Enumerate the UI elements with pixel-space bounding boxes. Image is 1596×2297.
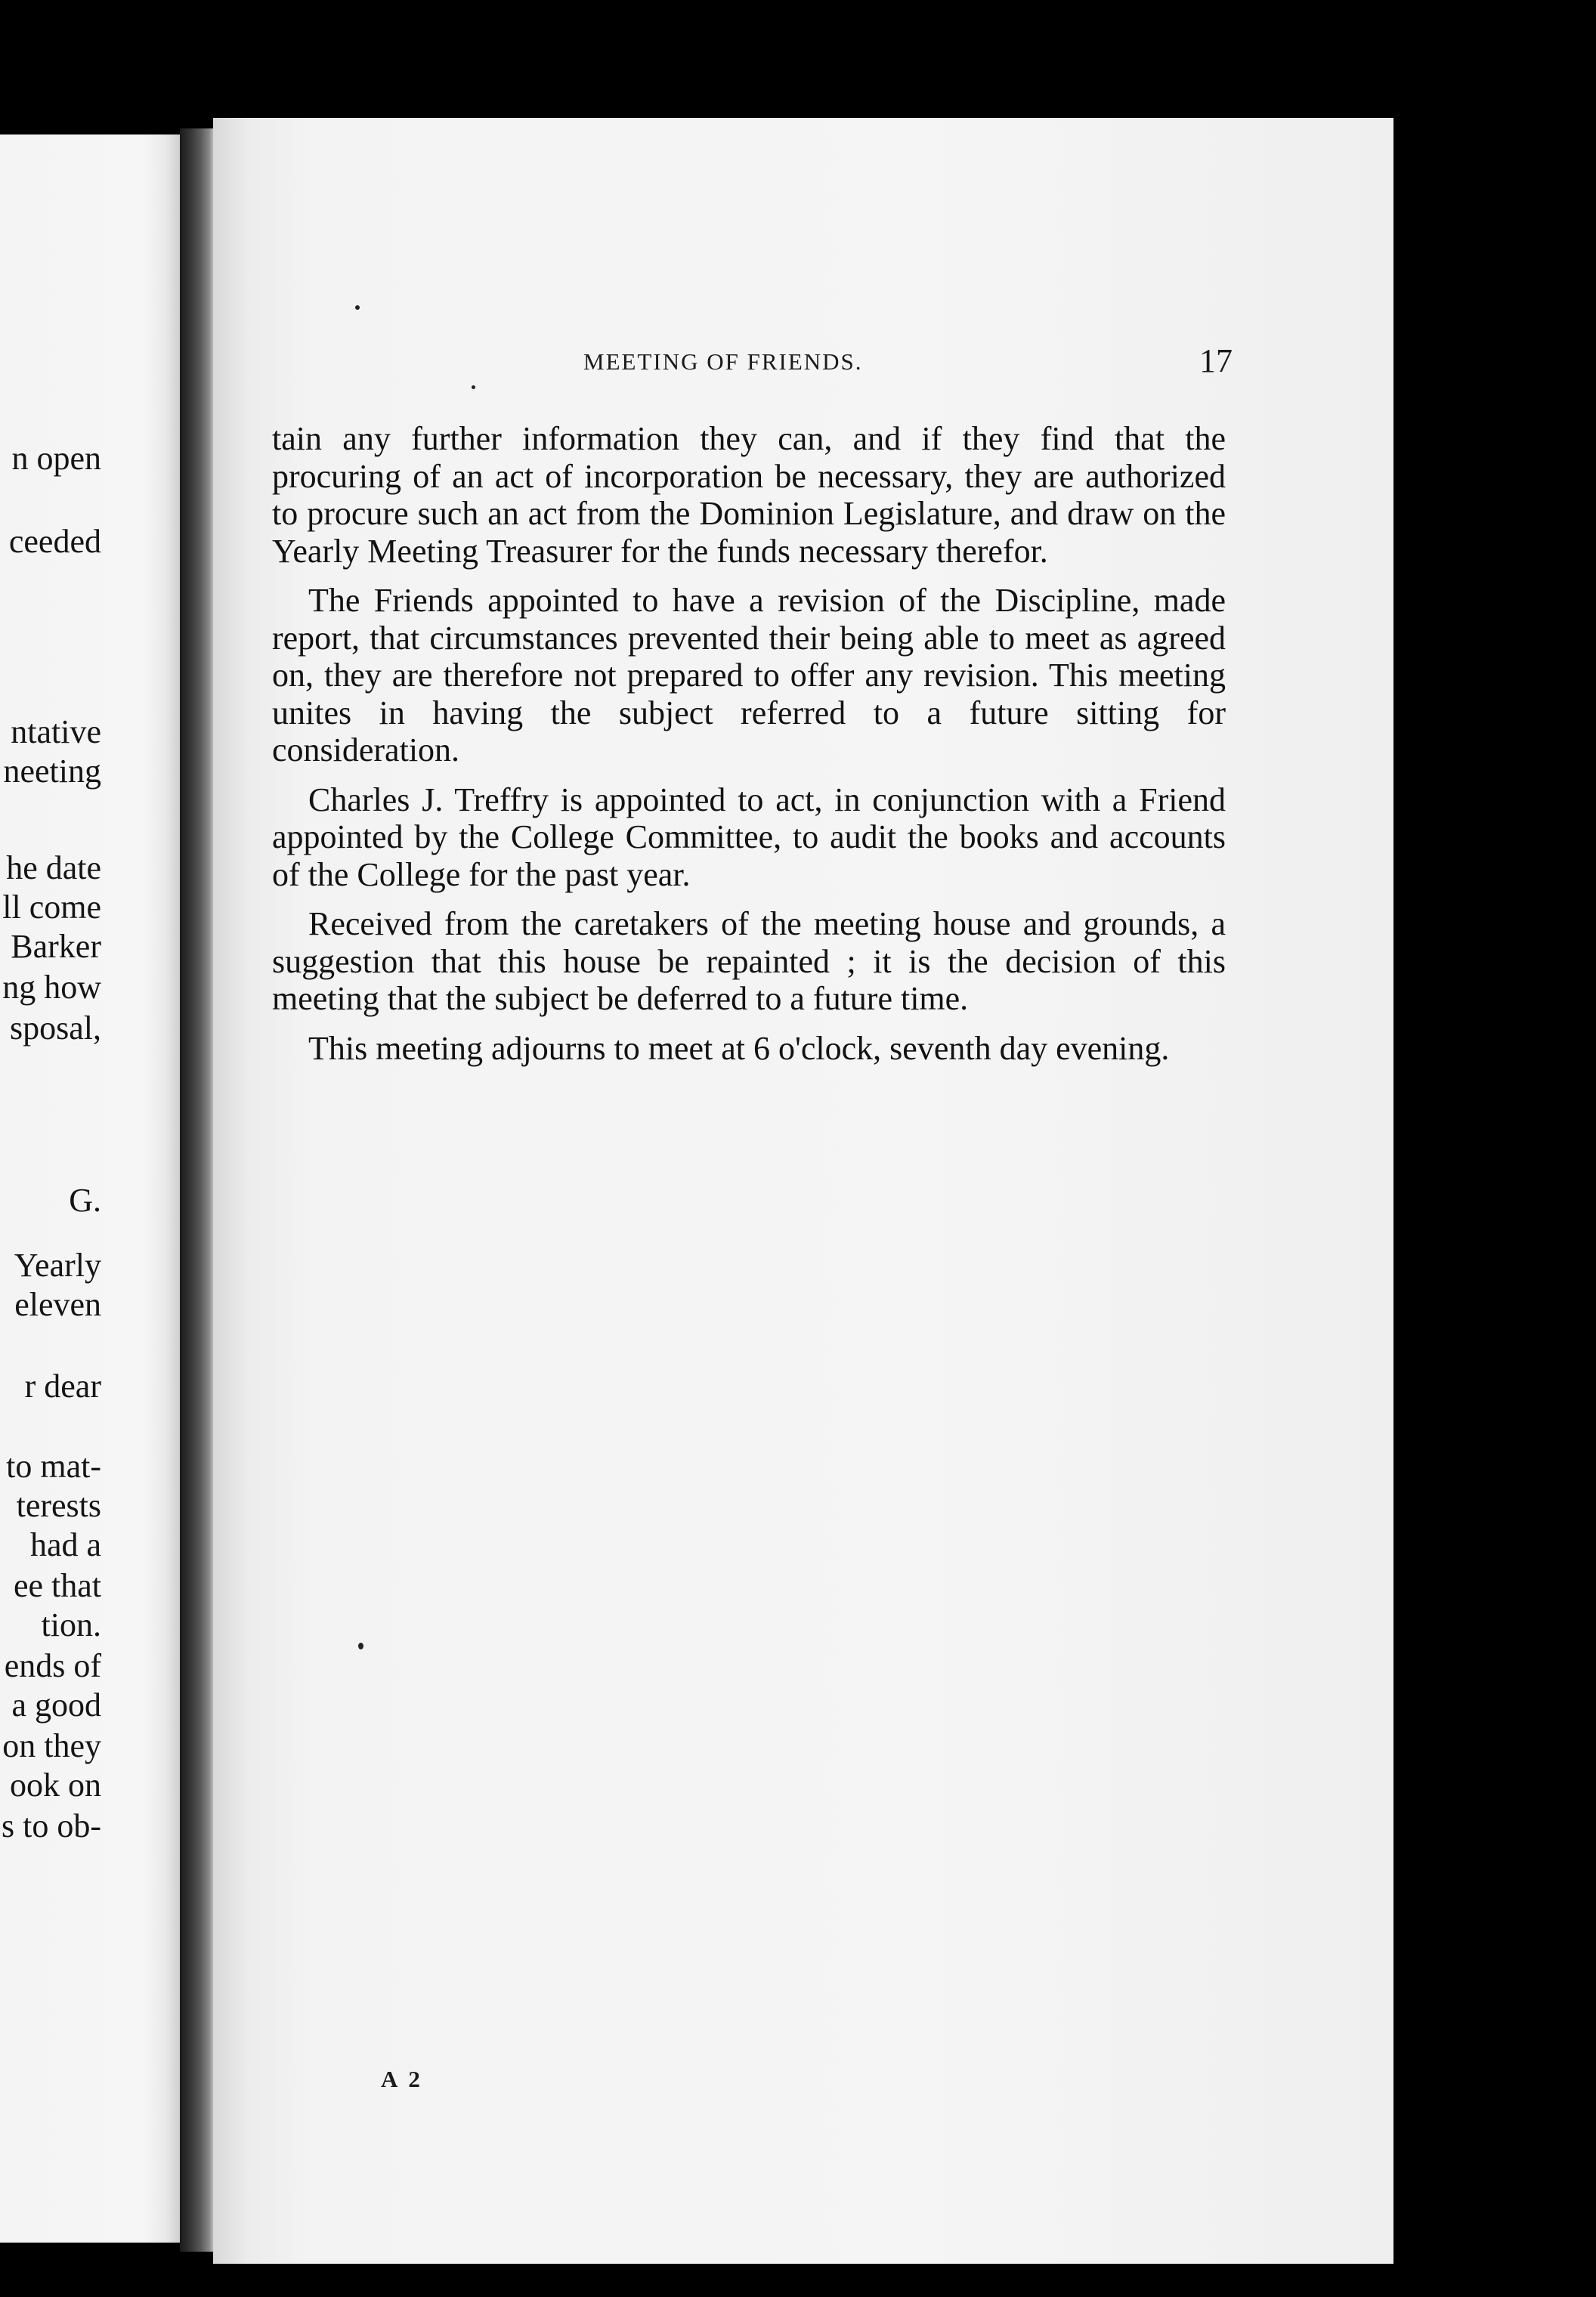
previous-page-line: ook on [10, 1767, 101, 1804]
print-speck [358, 1643, 363, 1649]
previous-page-line: tion. [41, 1606, 101, 1643]
paragraph-repainting: Received from the caretakers of the meeting house and grounds, a suggestion that this house be repainted ; it is the decision of this meeting that the subject be deferred to a future time. [272, 905, 1226, 1017]
previous-page-line: ntative [11, 713, 101, 750]
previous-page-line: eleven [14, 1286, 101, 1323]
book-gutter [180, 128, 215, 2252]
page-number: 17 [1199, 342, 1233, 379]
paragraph-continuation: tain any further information they can, and if they find that the procuring of an act of incorporation be necessary, they are authorized to procure such an act from the Dominion Legislature, and draw on the Yearly Meeting Treasurer for the funds necessary therefor. [272, 420, 1226, 570]
print-speck [472, 385, 475, 389]
previous-page-line: a good [11, 1686, 101, 1724]
previous-page-line: ee that [13, 1567, 101, 1604]
paragraph-audit-appointment: Charles J. Treffry is appointed to act, in conjunction with a Friend appointed by the College Committee, to audit the books and accounts of the College for the past year. [272, 781, 1226, 893]
previous-page-line: Yearly [14, 1247, 101, 1284]
paragraph-adjournment: This meeting adjourns to meet at 6 o'clock, seventh day evening. [308, 1029, 1170, 1067]
previous-page-line: ll come [2, 889, 101, 926]
running-title: MEETING OF FRIENDS. [583, 348, 863, 375]
previous-page-line: neeting [3, 753, 101, 790]
body-text [272, 420, 1226, 1079]
previous-page-line: had a [29, 1526, 101, 1563]
previous-page-line: Barker [11, 928, 101, 965]
previous-page-fragment [0, 134, 180, 2243]
previous-page-line: he date [6, 849, 101, 886]
previous-page-line: G. [69, 1182, 101, 1219]
previous-page-line: sposal, [10, 1009, 101, 1046]
paragraph-discipline-revision: The Friends appointed to have a revision of the Discipline, made report, that circumstances prevented their being able to meet as agreed on, they are therefore not prepared to offer any revision. This meeting unites in having the subject referred to a future sitting for consideration. [272, 582, 1226, 768]
book-page [213, 118, 1393, 2264]
print-speck [355, 305, 360, 310]
previous-page-line: on they [2, 1727, 101, 1764]
previous-page-line: n open [11, 440, 101, 477]
previous-page-line: ng how [2, 969, 101, 1006]
previous-page-line: s to ob- [2, 1807, 101, 1844]
previous-page-line: to mat- [6, 1448, 101, 1485]
previous-page-line: terests [16, 1487, 101, 1524]
signature-mark: A 2 [381, 2066, 423, 2092]
previous-page-line: r dear [24, 1368, 101, 1405]
previous-page-line: ends of [4, 1647, 101, 1684]
previous-page-line: ceeded [8, 523, 101, 560]
